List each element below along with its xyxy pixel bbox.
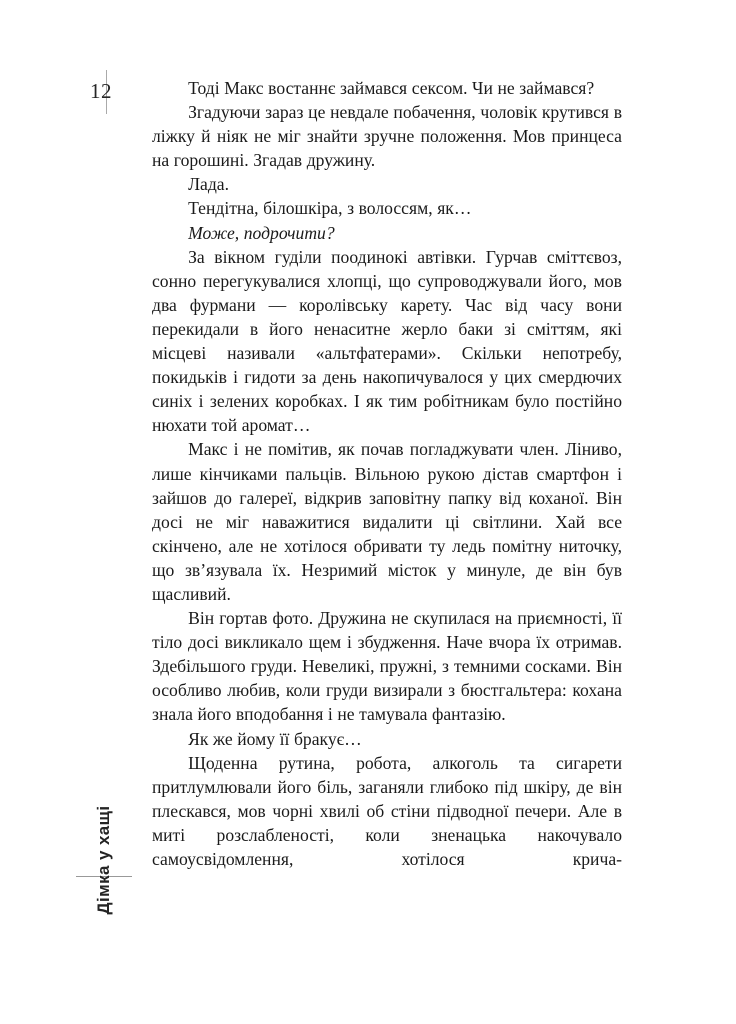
- running-head-label: Дімка у хащі: [94, 805, 113, 915]
- paragraph: Тоді Макс востаннє займався сексом. Чи не займався?: [188, 78, 595, 98]
- page-number: [90, 78, 138, 108]
- paragraph: Як же йому її бракує…: [188, 728, 362, 749]
- paragraph: Лада.: [188, 174, 229, 195]
- paragraph: Згадуючи зараз це невдале побачення, чоловік крутився в ліжку й ніяк не міг знайти зручне положення. Мов принцеса на горошині. Згадав дружину.: [152, 102, 622, 171]
- paragraph-italic: Може, подрочити?: [188, 222, 335, 243]
- page-number-value: 12: [90, 79, 112, 103]
- paragraph: Щоденна рутина, робота, алкоголь та сигарети притлумлювали його біль, заганяли глибоко під шкіру, де він плескався, мов чорні хвилі об стіни підводної печери. Але в миті розслабленості, коли зненацька накочувало самоусвідомлення, хотілося крича-: [152, 752, 622, 869]
- paragraph: Тендітна, білошкіра, з волоссям, як…: [188, 198, 472, 219]
- paragraph: Він гортав фото. Дружина не скупилася на приємності, її тіло досі викликало щем і збудження. Наче вчора їх отримав. Здебільшого груди. Невеликі, пружні, з темними сосками. Він особливо любив, коли груди визирали з бюстгальтера: кохана знала його вподобання і не тамувала фантазію.: [152, 608, 622, 725]
- paragraph: Макс і не помітив, як почав погладжувати член. Ліниво, лише кінчиками пальців. Вільною рукою дістав смартфон і зайшов до галереї, відкрив заповітну папку від коханої. Він досі не міг наважитися видалити ці світлини. Хай все скінчено, але не хотілося обривати ту ледь помітну ниточку, що зв’язувала їх. Незримий місток у минуле, де він був щасливий.: [152, 439, 622, 604]
- paragraph: За вікном гуділи поодинокі автівки. Гурчав сміттєвоз, сонно перегукувалися хлопці, що супроводжували його, мов два фурмани — королівську карету. Час від часу вони перекидали в його ненаситне жерло баки зі сміттям, які місцеві називали «альтфатерами». Скільки непотребу, покидьків і гидоти за день накопичувалося у цих смердючих синіх і зелених коробках. І як тим робітникам було постійно нюхати той аромат…: [152, 246, 622, 436]
- body-text-block: [152, 76, 622, 871]
- running-head: [84, 740, 124, 980]
